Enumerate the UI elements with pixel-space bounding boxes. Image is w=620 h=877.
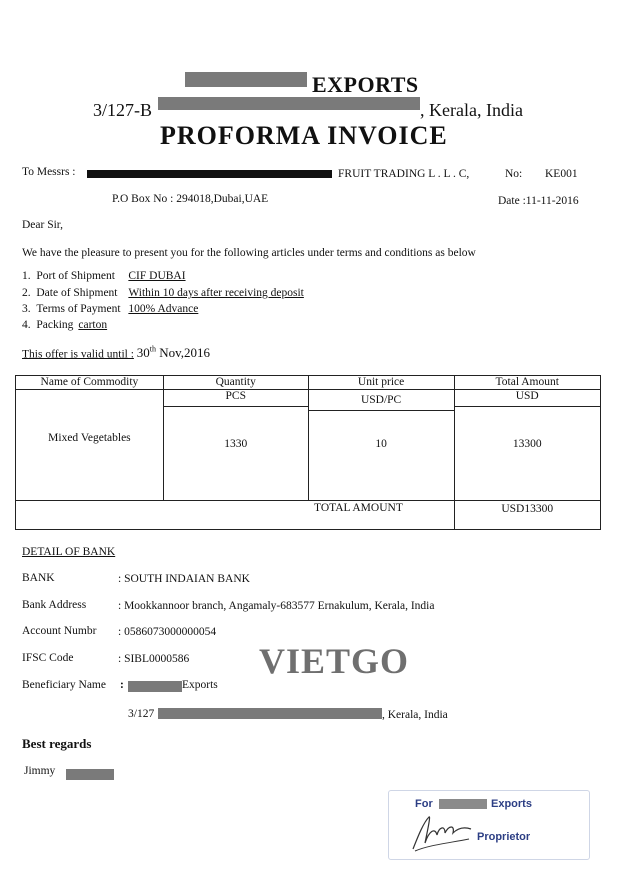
col-header-total: Total Amount [454,376,601,390]
redacted-buyer-name [87,170,332,178]
beneficiary-address-prefix: 3/127 [128,708,155,720]
total-amount-label: TOTAL AMOUNT [16,501,455,530]
to-label: To Messrs : [22,166,76,178]
redacted-address [158,97,420,110]
redacted-surname [66,769,114,780]
buyer-address: P.O Box No : 294018,Dubai,UAE [112,193,269,205]
buyer-company: FRUIT TRADING L . L . C, [338,168,470,180]
ifsc-value: : SIBL0000586 [118,653,190,665]
company-name-suffix: EXPORTS [312,72,419,97]
stamp-for: For [415,798,433,810]
stamp-title: Proprietor [477,831,531,843]
total-value: 13300 [512,438,542,450]
beneficiary-address-suffix: , Kerala, India [382,709,448,721]
cell-quantity [163,390,308,501]
doc-title: PROFORMA INVOICE [160,121,448,150]
invoice-no: KE001 [545,168,578,180]
account-value: : 0586073000000054 [118,626,217,638]
salutation: Dear Sir, [22,219,64,231]
quantity-value: 1330 [224,438,248,450]
cell-commodity: Mixed Vegetables [16,390,164,501]
invoice-no-label: No: [505,168,523,180]
address-suffix: , Kerala, India [420,100,523,120]
bank-value: : SOUTH INDAIAN BANK [118,573,250,585]
signature-scribble [409,809,479,855]
bank-label: BANK [22,572,55,584]
account-label: Account Numbr [22,625,97,637]
watermark: VIETGO [259,641,410,681]
col-header-unit-price: Unit price [308,376,454,390]
unit-price-value: 10 [375,438,387,450]
regards: Best regards [22,736,92,751]
redacted-company-name [185,72,307,87]
unit-usd-pc: USD/PC [309,390,454,411]
term-item: 1. Port of Shipment CIF DUBAI [22,270,186,282]
address-prefix: 3/127-B [93,100,153,120]
redacted-beneficiary-address [158,708,382,719]
term-item: 4. Packing carton [22,319,108,331]
intro-text: We have the pleasure to present you for the following articles under terms and conditions as below [22,247,476,259]
bank-address-label: Bank Address [22,599,87,611]
beneficiary-colon: : [120,679,124,691]
col-header-commodity: Name of Commodity [16,376,164,390]
stamp-exports: Exports [491,798,532,810]
unit-usd: USD [455,390,601,407]
total-amount-value: USD13300 [454,501,601,530]
term-item: 2. Date of Shipment Within 10 days after receiving deposit [22,287,304,299]
cell-unit-price [308,390,454,501]
invoice-date: Date :11-11-2016 [498,195,579,207]
redacted-beneficiary [128,681,182,692]
unit-pcs: PCS [164,390,308,407]
signature-text: Jimmie [433,821,459,831]
company-stamp [388,790,590,860]
invoice-table [15,375,601,530]
cell-total [454,390,601,501]
bank-address-value: : Mookkannoor branch, Angamaly-683577 Ernakulum, Kerala, India [118,600,435,612]
beneficiary-suffix: Exports [182,679,218,691]
redacted-stamp-name [439,799,487,809]
ifsc-label: IFSC Code [22,652,74,664]
col-header-quantity: Quantity [163,376,308,390]
offer-validity: This offer is valid until : 30th Nov,2016 [22,345,211,361]
term-item: 3. Terms of Payment 100% Advance [22,303,199,315]
signer-name: Jimmy [24,765,56,777]
beneficiary-label: Beneficiary Name [22,679,106,691]
bank-heading: DETAIL OF BANK [22,546,116,558]
